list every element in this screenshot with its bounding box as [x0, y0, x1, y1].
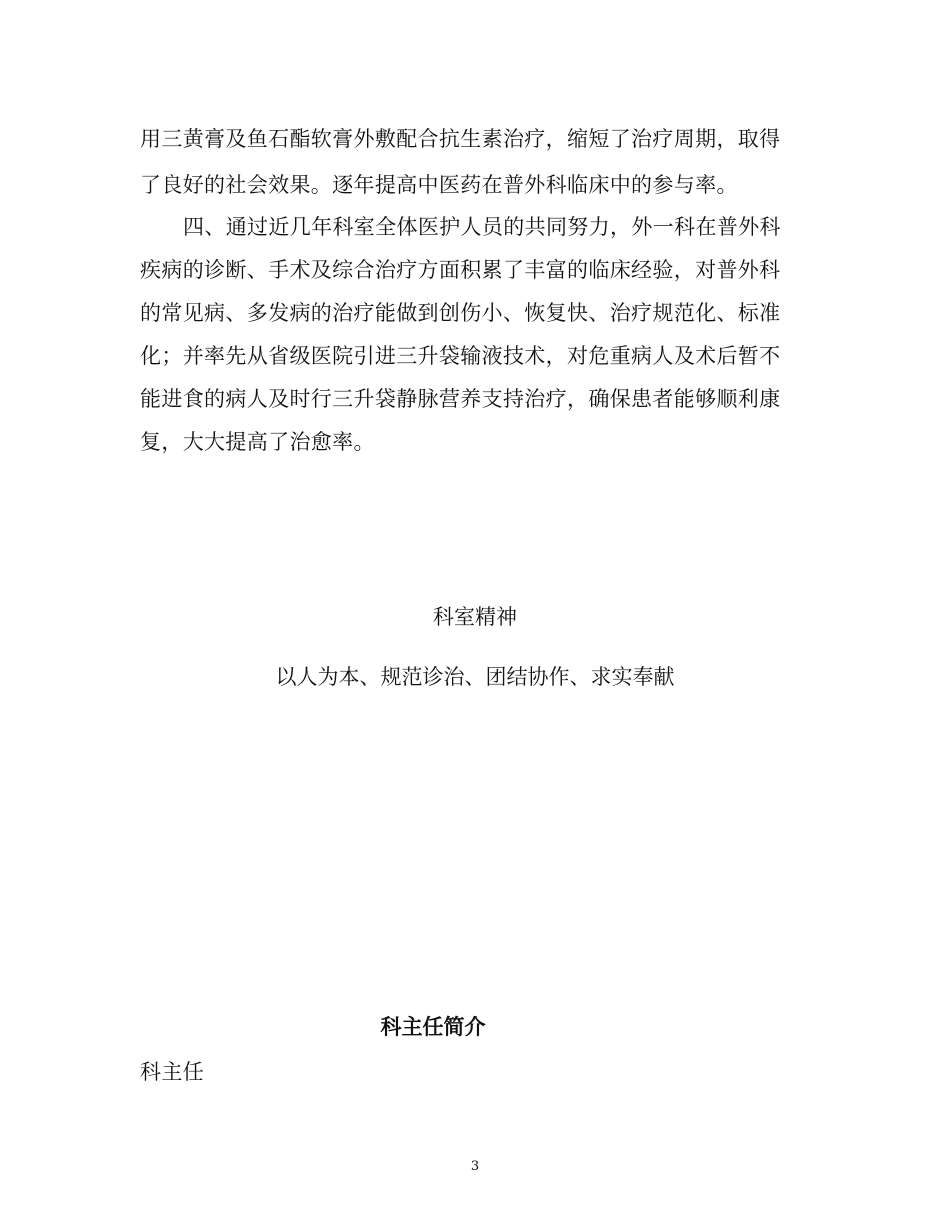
paragraph-2-line-1: 四、通过近几年科室全体医护人员的共同努力，外一科在普外科: [183, 215, 781, 239]
paragraph-2-line-4: 化；并率先从省级医院引进三升袋输液技术，对危重病人及术后暂不: [140, 344, 781, 368]
paragraph-2-line-3: 的常见病、多发病的治疗能做到创伤小、恢复快、治疗规范化、标准: [140, 301, 781, 325]
paragraph-1-line-2: 了良好的社会效果。逐年提高中医药在普外科临床中的参与率。: [140, 173, 738, 197]
paragraph-2-line-2: 疾病的诊断、手术及综合治疗方面积累了丰富的临床经验，对普外科: [140, 258, 781, 282]
paragraph-2-line-5: 能进食的病人及时行三升袋静脉营养支持治疗，确保患者能够顺利康: [140, 387, 781, 411]
spirit-title: 科室精神: [433, 605, 517, 629]
spirit-motto: 以人为本、规范诊治、团结协作、求实奉献: [275, 665, 675, 689]
page-number: 3: [470, 1159, 480, 1174]
director-label: 科主任: [140, 1060, 205, 1084]
director-heading: 科主任简介: [380, 1014, 486, 1039]
paragraph-2-line-6: 复，大大提高了治愈率。: [140, 430, 375, 454]
paragraph-1-line-1: 用三黄膏及鱼石酯软膏外敷配合抗生素治疗，缩短了治疗周期，取得: [140, 127, 781, 151]
